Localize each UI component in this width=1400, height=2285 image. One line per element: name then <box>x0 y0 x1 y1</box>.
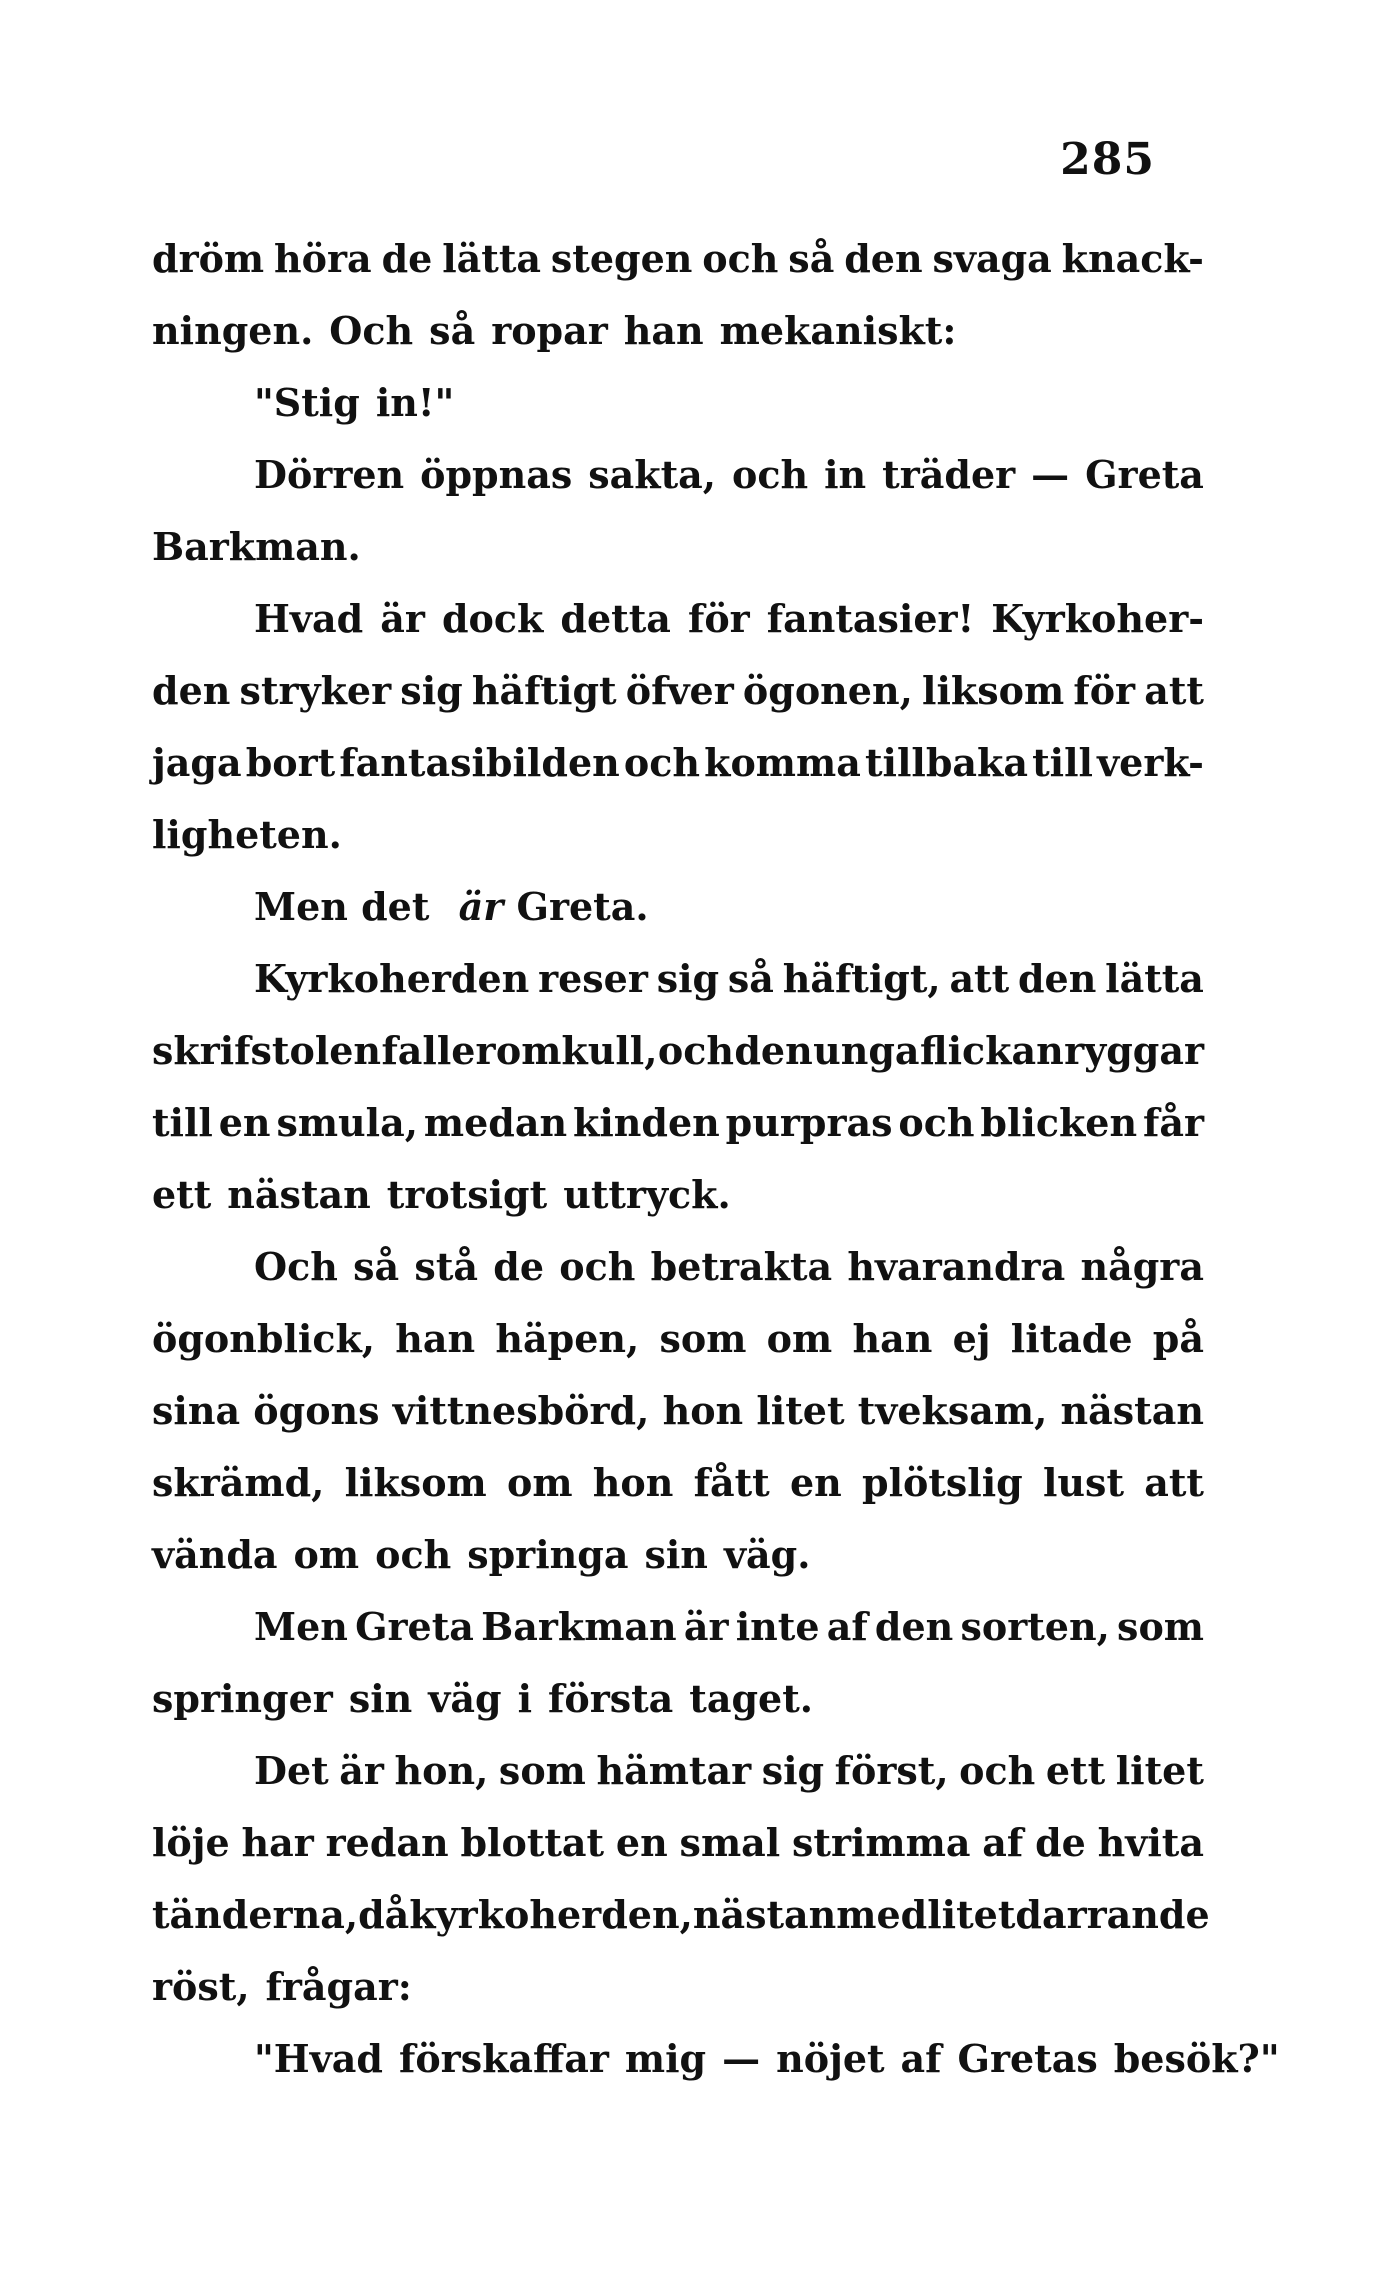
text-line <box>152 1158 1204 1230</box>
text-word: med <box>836 1891 928 1937</box>
text-word: väg <box>428 1675 502 1721</box>
text-word: besök?" <box>1113 2035 1280 2081</box>
text-line <box>152 582 1204 654</box>
text-word: dock <box>441 595 544 641</box>
text-line <box>152 1446 1204 1518</box>
text-word: Och <box>254 1243 338 1289</box>
text-word: Men <box>254 1603 348 1649</box>
text-word: lust <box>1042 1459 1124 1505</box>
text-word: sin <box>348 1675 413 1721</box>
text-word: ej <box>952 1315 991 1361</box>
text-word: springa <box>467 1531 629 1577</box>
text-word: den <box>874 1603 954 1649</box>
text-word: tveksam, <box>857 1387 1048 1433</box>
text-word: smula, <box>276 1099 418 1145</box>
text-word: af <box>900 2035 942 2081</box>
text-word: fantasier! <box>766 595 975 641</box>
text-word: ögonblick, <box>152 1315 376 1361</box>
text-word: blottat <box>460 1819 605 1865</box>
text-word: att <box>949 955 1010 1001</box>
text-word: liksom <box>344 1459 487 1505</box>
text-word: sorten, <box>960 1603 1110 1649</box>
text-word: sin <box>644 1531 708 1577</box>
text-word: hon, <box>394 1747 489 1793</box>
text-word: strimma <box>792 1819 971 1865</box>
text-word: Det <box>254 1747 329 1793</box>
text-word: för <box>1073 667 1136 713</box>
text-word: sakta, <box>588 451 717 497</box>
text-word: förskaffar <box>398 2035 609 2081</box>
text-line <box>152 2022 1280 2094</box>
text-word: stå <box>414 1243 478 1289</box>
text-word: för <box>687 595 750 641</box>
text-word: ögonen, <box>742 667 913 713</box>
text-word: mig <box>624 2035 707 2081</box>
text-word: öfver <box>625 667 734 713</box>
text-word: af <box>826 1603 868 1649</box>
text-line <box>152 726 1204 798</box>
text-word: lätta <box>442 235 541 281</box>
text-word: vända <box>152 1531 278 1577</box>
text-word: sig <box>761 1747 825 1793</box>
text-word: "Hvad <box>254 2035 383 2081</box>
text-word: Dörren <box>254 451 405 497</box>
text-word: trotsigt <box>386 1171 548 1217</box>
text-word: att <box>1144 1459 1204 1505</box>
text-word: som <box>1117 1603 1204 1649</box>
text-word: stegen <box>550 235 693 281</box>
text-word: kinden <box>572 1099 720 1145</box>
text-word: så <box>727 955 774 1001</box>
text-word: så <box>429 307 476 353</box>
text-word: nöjet <box>776 2035 885 2081</box>
text-word: litet <box>756 1387 845 1433</box>
text-line <box>152 870 1204 942</box>
text-word: Greta <box>1085 451 1204 497</box>
text-word: smal <box>679 1819 781 1865</box>
text-word: "Stig <box>254 379 360 425</box>
text-word: fantasibilden <box>339 739 620 785</box>
text-word: som <box>498 1747 586 1793</box>
text-word: flickan <box>919 1027 1064 1073</box>
text-word: Kyrkoherden <box>254 955 530 1001</box>
text-line <box>152 294 1204 366</box>
text-word: på <box>1152 1315 1204 1361</box>
text-word: är <box>380 595 425 641</box>
text-word: en <box>615 1819 668 1865</box>
text-word: häpen, <box>495 1315 640 1361</box>
text-word: — <box>1031 451 1070 497</box>
text-word: så <box>353 1243 400 1289</box>
text-word: hon <box>592 1459 674 1505</box>
text-line <box>152 798 1204 870</box>
text-word: taget. <box>689 1675 814 1721</box>
text-word: och <box>657 1027 734 1073</box>
text-word: fått <box>693 1459 770 1505</box>
text-word: ryggar <box>1064 1027 1204 1073</box>
text-word: inte <box>735 1603 820 1649</box>
text-word: omkull, <box>495 1027 658 1073</box>
text-word: liksom <box>922 667 1065 713</box>
text-word: unga <box>813 1027 920 1073</box>
text-word: ligheten. <box>152 811 342 857</box>
text-word: sina <box>152 1387 241 1433</box>
text-word: den <box>734 1027 813 1073</box>
text-word: som <box>659 1315 747 1361</box>
text-word: hon <box>662 1387 744 1433</box>
text-word: en <box>789 1459 842 1505</box>
text-line <box>152 942 1204 1014</box>
text-line <box>152 1302 1204 1374</box>
text-word: litet <box>1115 1747 1204 1793</box>
text-word: af <box>982 1819 1024 1865</box>
text-word: Kyrkoher- <box>991 595 1204 641</box>
text-word: litade <box>1010 1315 1133 1361</box>
text-word: och <box>898 1099 975 1145</box>
text-word: att <box>1144 667 1204 713</box>
text-word: bort <box>245 739 336 785</box>
text-line <box>152 1806 1204 1878</box>
page-number: 285 <box>1060 134 1155 185</box>
text-word: först, <box>834 1747 949 1793</box>
text-word: Gretas <box>957 2035 1098 2081</box>
text-line <box>152 222 1204 294</box>
text-word: han <box>852 1315 933 1361</box>
text-word: till <box>152 1099 213 1145</box>
text-word: lätta <box>1105 955 1204 1001</box>
text-word: Hvad <box>254 595 364 641</box>
text-line <box>152 1086 1204 1158</box>
text-word: och <box>375 1531 452 1577</box>
text-word: ett <box>1045 1747 1106 1793</box>
text-word: och <box>623 739 700 785</box>
text-word: och <box>732 451 809 497</box>
text-word: Barkman <box>481 1603 677 1649</box>
text-word: de <box>1035 1819 1086 1865</box>
text-word: mekaniskt: <box>719 307 957 353</box>
text-word: knack- <box>1061 235 1204 281</box>
text-word: hvarandra <box>847 1243 1066 1289</box>
text-line <box>152 1662 1204 1734</box>
text-word: medan <box>423 1099 568 1145</box>
text-line <box>152 366 1204 438</box>
text-word: skrifstolen <box>152 1027 382 1073</box>
text-word: de <box>493 1243 545 1289</box>
text-word: är <box>683 1603 729 1649</box>
text-word: ögons <box>253 1387 380 1433</box>
text-word: nästan <box>692 1891 837 1937</box>
text-word: reser <box>538 955 648 1001</box>
text-word: redan <box>325 1819 449 1865</box>
text-word: har <box>241 1819 314 1865</box>
text-line <box>152 654 1204 726</box>
text-word: in <box>824 451 867 497</box>
text-word: tillbaka <box>864 739 1028 785</box>
text-line <box>152 1374 1204 1446</box>
text-word: om <box>293 1531 360 1577</box>
text-line <box>152 1230 1204 1302</box>
text-word: röst, <box>152 1963 250 2009</box>
text-word: om <box>766 1315 833 1361</box>
text-word: den <box>1017 955 1097 1001</box>
text-word: ett <box>152 1171 212 1217</box>
text-word: jaga <box>152 739 242 785</box>
text-word: Och <box>329 307 414 353</box>
text-line <box>152 1014 1204 1086</box>
text-word: plötslig <box>862 1459 1023 1505</box>
text-word: in!" <box>375 379 455 425</box>
text-word: faller <box>381 1027 496 1073</box>
text-word: de <box>381 235 433 281</box>
text-word: — <box>722 2035 761 2081</box>
text-word: träder <box>882 451 1016 497</box>
text-word: häftigt, <box>782 955 941 1001</box>
text-word: får <box>1143 1099 1204 1145</box>
text-word: han <box>395 1315 476 1361</box>
text-word: dröm <box>152 235 265 281</box>
text-word: häftigt <box>471 667 617 713</box>
text-word: detta <box>560 595 671 641</box>
text-word: i <box>517 1675 533 1721</box>
text-word: nästan <box>1060 1387 1204 1433</box>
text-word: första <box>548 1675 674 1721</box>
text-word: är <box>339 1747 384 1793</box>
text-word: nästan <box>227 1171 371 1217</box>
text-word: vittnesbörd, <box>392 1387 650 1433</box>
text-word: hämtar <box>596 1747 752 1793</box>
text-word: Barkman. <box>152 523 361 569</box>
text-word: ningen. <box>152 307 314 353</box>
text-word: kyrkoherden, <box>409 1891 693 1937</box>
text-word: frågar: <box>265 1963 412 2009</box>
text-word: till <box>1032 739 1093 785</box>
text-word: betrakta <box>650 1243 833 1289</box>
text-word: den <box>844 235 923 281</box>
text-word: springer <box>152 1675 333 1721</box>
text-word: om <box>507 1459 573 1505</box>
text-word: svaga <box>932 235 1052 281</box>
text-line <box>152 1734 1204 1806</box>
text-line <box>152 1950 1204 2022</box>
text-word: komma <box>704 739 861 785</box>
text-fragment: Men det <box>254 883 443 929</box>
text-word: öppnas <box>420 451 573 497</box>
text-word: och <box>702 235 779 281</box>
text-word: litet <box>927 1891 1016 1937</box>
text-word: purpras <box>725 1099 893 1145</box>
text-word: höra <box>274 235 372 281</box>
text-word: sig <box>656 955 720 1001</box>
text-line <box>152 438 1204 510</box>
text-line <box>152 1878 1210 1950</box>
text-line <box>152 1590 1204 1662</box>
text-word: tänderna, <box>152 1891 359 1937</box>
text-word: en <box>218 1099 271 1145</box>
text-word: verk- <box>1097 739 1204 785</box>
page-text <box>152 222 1280 2094</box>
text-word: darrande <box>1015 1891 1210 1937</box>
text-word: så <box>788 235 835 281</box>
text-fragment: Greta. <box>503 883 649 929</box>
text-word: då <box>358 1891 410 1937</box>
text-line <box>152 1518 1204 1590</box>
text-word: och <box>959 1747 1036 1793</box>
text-word: stryker <box>239 667 392 713</box>
text-word: några <box>1080 1243 1204 1289</box>
text-word: den <box>152 667 231 713</box>
text-word: väg. <box>723 1531 811 1577</box>
text-word: löje <box>152 1819 230 1865</box>
text-word: blicken <box>980 1099 1138 1145</box>
text-word: Greta <box>355 1603 474 1649</box>
text-word: ropar <box>491 307 608 353</box>
text-word: hvita <box>1097 1819 1204 1865</box>
text-word: sig <box>400 667 463 713</box>
text-word: och <box>559 1243 636 1289</box>
text-word: skrämd, <box>152 1459 325 1505</box>
italic-word: är <box>458 883 504 929</box>
text-word: han <box>623 307 704 353</box>
text-word: uttryck. <box>563 1171 731 1217</box>
text-line <box>152 510 1204 582</box>
